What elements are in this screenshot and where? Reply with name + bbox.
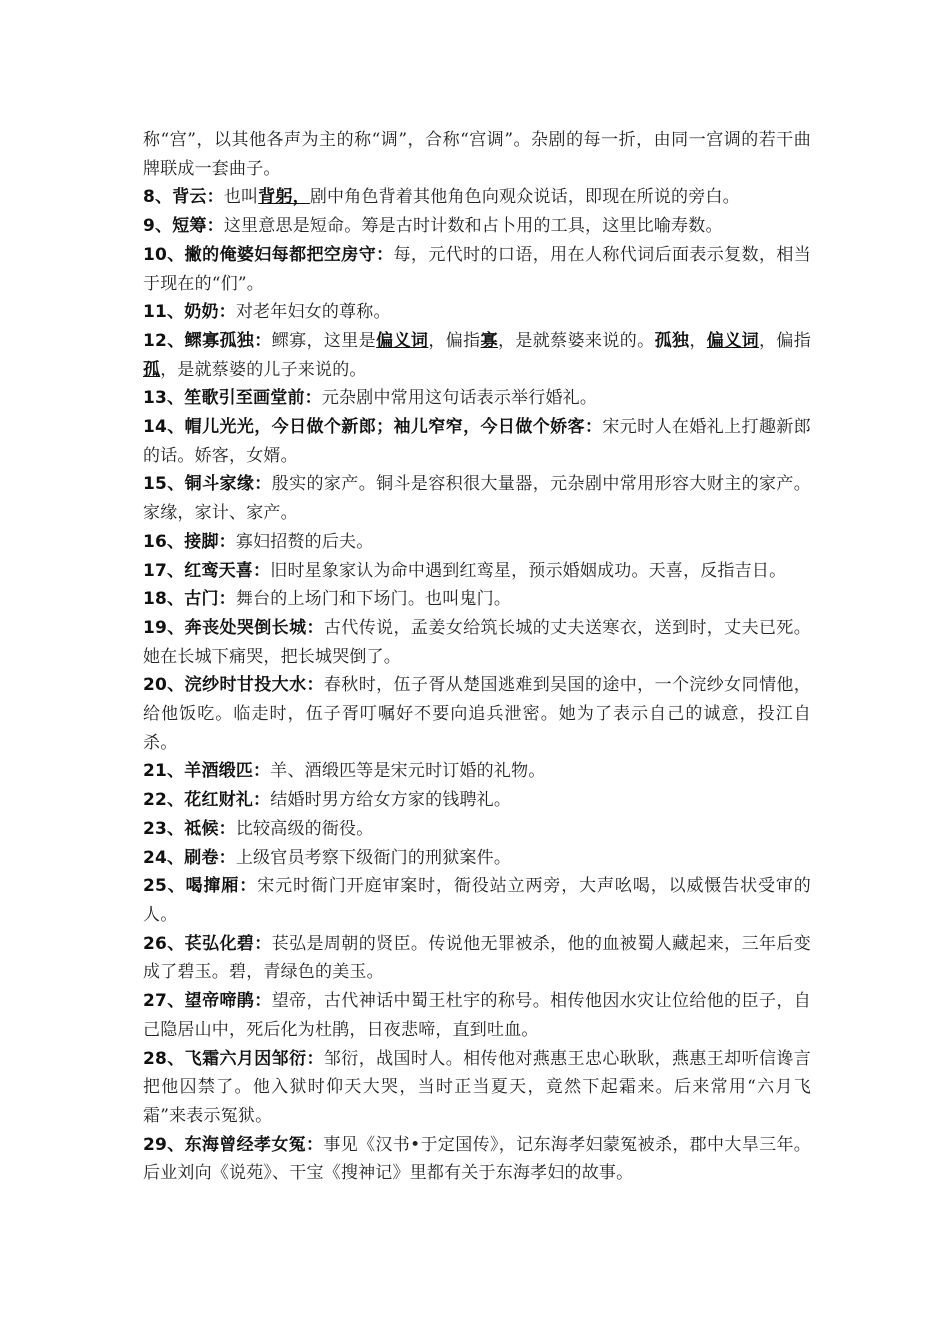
annotation-term: 10、撇的俺婆妇每都把空房守： [143, 244, 394, 265]
annotation-text: 殷实的家产。铜斗是容积很大量器，元杂剧中常用形容大财主的家产。家缘，家计、家产。 [143, 474, 811, 524]
annotation-text: 羊、酒缎匹等是宋元时订婚的礼物。 [270, 761, 546, 782]
underlined-emphasis: 寡 [480, 330, 498, 351]
annotation-note-9 [143, 212, 811, 241]
annotation-text: 邹衍，战国时人。相传他对燕惠王忠心耿耿，燕惠王却听信谗言把他囚禁了。他入狱时仰天大哭，当时正当夏天，竟然下起霜来。后来常用“六月飞霜”来表示冤狱。 [143, 1048, 812, 1126]
annotation-text: ， [689, 330, 707, 351]
annotation-text: 剧中角色背着其他角色向观众说话，即现在所说的旁白。 [309, 187, 740, 208]
annotation-note-24 [143, 844, 811, 873]
annotation-term: 25、喝撺厢： [143, 876, 258, 897]
annotation-note-19 [143, 614, 811, 671]
annotation-text: 古代传说，孟姜女给筑长城的丈夫送寒衣，送到时，丈夫已死。她在长城下痛哭，把长城哭倒了。 [143, 617, 812, 667]
annotation-text: 也叫 [223, 187, 259, 208]
annotation-term: 14、帽儿光光，今日做个新郎；袖儿窄窄，今日做个娇客： [143, 417, 603, 438]
annotation-term: 9、短筹： [143, 216, 224, 237]
annotation-text: 这里意思是短命。筹是古时计数和占卜用的工具，这里比喻寿数。 [223, 216, 723, 237]
annotation-text: 上级官员考察下级衙门的刑狱案件。 [235, 847, 512, 868]
annotation-text: 事见《汉书•于定国传》，记东海孝妇蒙冤被杀，郡中大旱三年。后业刘向《说苑》、干宝《搜神记》里都有关于东海孝妇的故事。 [143, 1134, 811, 1184]
annotation-note-25 [143, 872, 811, 929]
annotation-note-26 [143, 930, 811, 987]
intro-text: 称“宫”，以其他各声为主的称“调”，合称“宫调”。杂剧的每一折，由同一宫调的若干曲牌联成一套曲子。 [143, 130, 811, 179]
annotation-text: 春秋时，伍子胥从楚国逃难到吴国的途中，一个浣纱女同情他，给他饭吃。临走时，伍子胥叮嘱好不要向追兵泄密。她为了表示自己的诚意，投江自杀。 [143, 675, 812, 753]
underlined-emphasis: 背躬， [258, 187, 310, 208]
annotation-text: 舞台的上场门和下场门。也叫鬼门。 [235, 589, 512, 610]
annotation-text: 宋元时衙门开庭审案时，衙役站立两旁，大声吆喝，以威慑告状受审的人。 [143, 876, 811, 925]
annotation-term: 24、刷卷： [143, 847, 236, 868]
annotation-term: 11、奶奶： [143, 302, 236, 323]
annotation-note-23 [143, 815, 811, 844]
annotation-term: 15、铜斗家缘： [143, 474, 272, 495]
annotation-note-8 [143, 183, 811, 212]
annotation-term: 23、祗候： [143, 818, 236, 839]
annotation-term: 13、笙歌引至画堂前： [143, 388, 322, 409]
annotation-term: 8、背云： [143, 187, 224, 208]
annotation-note-27 [143, 987, 811, 1044]
underlined-emphasis: 偏义词 [376, 330, 429, 351]
annotation-note-28 [143, 1045, 811, 1131]
annotation-term: 16、接脚： [143, 531, 236, 552]
annotation-note-16 [143, 528, 811, 557]
annotation-term: 12、鳏寡孤独： [143, 330, 272, 351]
underlined-emphasis: 孤 [143, 359, 161, 380]
annotation-note-22 [143, 786, 811, 815]
annotation-note-12 [143, 327, 811, 384]
annotation-note-17 [143, 557, 811, 586]
annotation-note-13 [143, 384, 811, 413]
bold-emphasis: 孤独 [654, 330, 690, 351]
annotation-text: 苌弘是周朝的贤臣。传说他无罪被杀，他的血被蜀人藏起来，三年后变成了碧玉。碧，青绿色的美玉。 [143, 933, 811, 983]
document-page [143, 126, 811, 1188]
annotation-text: 旧时星象家认为命中遇到红鸾星，预示婚姻成功。天喜，反指吉日。 [270, 560, 787, 581]
annotation-note-10 [143, 241, 811, 298]
annotation-term: 29、东海曾经孝女冤： [143, 1134, 324, 1155]
annotation-note-20 [143, 671, 811, 757]
annotation-text: 鳏寡，这里是 [271, 330, 377, 351]
annotation-text: ，是就蔡婆的儿子来说的。 [160, 359, 367, 380]
annotation-note-15 [143, 470, 811, 527]
annotation-list [143, 183, 811, 1188]
annotation-term: 17、红鸾天喜： [143, 560, 271, 581]
annotation-text: 望帝，古代神话中蜀王杜宇的称号。相传他因水灾让位给他的臣子，自己隐居山中，死后化为杜鹃，日夜悲啼，直到吐血。 [143, 991, 811, 1040]
annotation-text: 宋元时人在婚礼上打趣新郎的话。娇客，女婿。 [143, 417, 811, 466]
annotation-note-21 [143, 757, 811, 786]
annotation-term: 18、古门： [143, 589, 236, 610]
annotation-term: 22、花红财礼： [143, 790, 271, 811]
annotation-text: 对老年妇女的尊称。 [235, 302, 391, 323]
annotation-text: 元杂剧中常用这句话表示举行婚礼。 [321, 388, 598, 409]
intro-paragraph [143, 126, 811, 183]
annotation-note-11 [143, 298, 811, 327]
annotation-text: 结婚时男方给女方家的钱聘礼。 [270, 790, 512, 811]
annotation-text: 比较高级的衙役。 [235, 818, 374, 839]
annotation-text: ，是就蔡婆来说的。 [497, 330, 655, 351]
annotation-note-18 [143, 585, 811, 614]
annotation-text: ，偏指 [759, 330, 812, 351]
annotation-term: 26、苌弘化碧： [143, 933, 272, 954]
annotation-term: 21、羊酒缎匹： [143, 761, 271, 782]
annotation-term: 20、浣纱时甘投大水： [143, 675, 324, 696]
annotation-term: 27、望帝啼鹃： [143, 991, 272, 1012]
annotation-term: 28、飞霜六月因邹衍： [143, 1048, 324, 1069]
annotation-term: 19、奔丧处哭倒长城： [143, 617, 324, 638]
underlined-emphasis: 偏义词 [706, 330, 759, 351]
annotation-text: 寡妇招赘的后夫。 [235, 531, 374, 552]
annotation-text: 每，元代时的口语，用在人称代词后面表示复数，相当于现在的“们”。 [143, 244, 811, 294]
annotation-text: ，偏指 [428, 330, 481, 351]
annotation-note-14 [143, 413, 811, 470]
annotation-note-29 [143, 1131, 811, 1188]
